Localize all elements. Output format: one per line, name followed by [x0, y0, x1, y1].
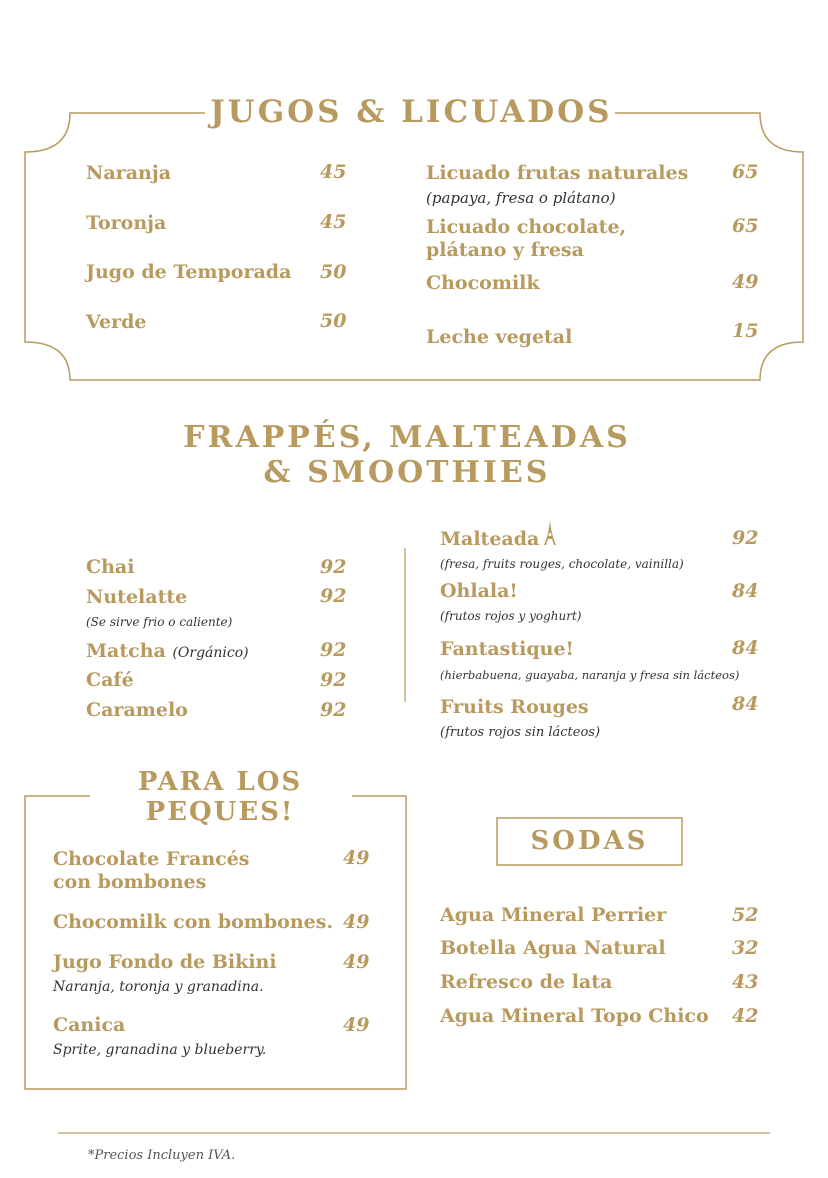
frappes-item-ohlala: Ohlala! — [440, 580, 518, 602]
peques-item-chocolate-l1: Chocolate Francés — [53, 848, 250, 870]
jugos-price-chocomilk: 49 — [732, 271, 759, 293]
jugos-price-temporada: 50 — [320, 261, 347, 283]
jugos-price-verde: 50 — [320, 310, 347, 332]
jugos-item-chocomilk: Chocomilk — [426, 272, 540, 294]
frappes-item-cafe: Café — [86, 669, 134, 691]
frappes-item-fruits-rouges: Fruits Rouges — [440, 696, 589, 718]
jugos-item-temporada: Jugo de Temporada — [86, 261, 292, 283]
frappes-note-fantastique: (hierbabuena, guayaba, naranja y fresa sin lácteos) — [440, 668, 740, 682]
sodas-item-perrier: Agua Mineral Perrier — [440, 904, 667, 926]
sodas-item-agua-natural: Botella Agua Natural — [440, 937, 666, 959]
frappes-title-line2: & SMOOTHIES — [263, 455, 551, 490]
jugos-item-licuado-choc-l2: plátano y fresa — [426, 239, 584, 261]
jugos-frame — [25, 113, 803, 380]
sodas-price-topo-chico: 42 — [732, 1005, 759, 1027]
frappes-note-ohlala: (frutos rojos y yoghurt) — [440, 609, 582, 623]
peques-price-jugo-bikini: 49 — [343, 951, 370, 973]
frappes-price-chai: 92 — [320, 556, 347, 578]
jugos-item-leche-vegetal: Leche vegetal — [426, 326, 573, 348]
frappes-note-nutelatte: (Se sirve frio o caliente) — [86, 615, 233, 629]
frappes-item-matcha-label: Matcha — [86, 640, 166, 662]
jugos-price-naranja: 45 — [320, 161, 347, 183]
jugos-price-leche-vegetal: 15 — [732, 320, 759, 342]
peques-title-line1: PARA LOS — [137, 767, 303, 797]
sodas-title: SODAS — [530, 826, 649, 856]
frappes-item-matcha — [86, 640, 249, 662]
frappes-note-malteada: (fresa, fruits rouges, chocolate, vainilla) — [440, 557, 684, 571]
peques-item-jugo-bikini: Jugo Fondo de Bikini — [53, 951, 277, 973]
jugos-item-licuado-frutas: Licuado frutas naturales — [426, 162, 689, 184]
jugos-item-verde: Verde — [86, 311, 147, 333]
sodas-item-refresco: Refresco de lata — [440, 971, 613, 993]
jugos-item-naranja: Naranja — [86, 162, 171, 184]
frappes-item-fantastique: Fantastique! — [440, 638, 574, 660]
frappes-title-line1: FRAPPÉS, MALTEADAS — [183, 420, 631, 455]
jugos-price-licuado-choc: 65 — [732, 215, 759, 237]
frappes-price-caramelo: 92 — [320, 699, 347, 721]
frappes-item-caramelo: Caramelo — [86, 699, 188, 721]
peques-title-line2: PEQUES! — [145, 797, 295, 827]
sodas-item-topo-chico: Agua Mineral Topo Chico — [440, 1005, 709, 1027]
frappes-item-malteada: Malteada — [440, 528, 540, 550]
peques-price-chocolate: 49 — [343, 847, 370, 869]
frappes-price-fruits-rouges: 84 — [732, 693, 759, 715]
peques-item-canica: Canica — [53, 1014, 126, 1036]
peques-note-jugo-bikini: Naranja, toronja y granadina. — [53, 979, 264, 995]
frappes-price-malteada: 92 — [732, 527, 759, 549]
peques-price-chocomilk: 49 — [343, 911, 370, 933]
footer-note: *Precios Incluyen IVA. — [88, 1148, 236, 1163]
frappes-price-cafe: 92 — [320, 669, 347, 691]
eiffel-tower-icon — [543, 520, 557, 546]
peques-note-canica: Sprite, granadina y blueberry. — [53, 1042, 267, 1058]
sodas-price-perrier: 52 — [732, 904, 759, 926]
jugos-item-licuado-choc-l1: Licuado chocolate, — [426, 216, 627, 238]
peques-item-chocomilk: Chocomilk con bombones. — [53, 911, 334, 933]
frappes-price-nutelatte: 92 — [320, 585, 347, 607]
frappes-note-matcha: (Orgánico) — [172, 645, 249, 661]
frappes-price-matcha: 92 — [320, 639, 347, 661]
frappes-price-fantastique: 84 — [732, 637, 759, 659]
peques-item-chocolate-l2: con bombones — [53, 871, 207, 893]
sodas-price-refresco: 43 — [732, 971, 759, 993]
jugos-item-toronja: Toronja — [86, 212, 167, 234]
sodas-price-agua-natural: 32 — [732, 937, 759, 959]
frappes-price-ohlala: 84 — [732, 580, 759, 602]
frappes-note-fruits-rouges: (frutos rojos sin lácteos) — [440, 725, 601, 740]
jugos-title: JUGOS & LICUADOS — [210, 94, 613, 130]
frappes-item-chai: Chai — [86, 556, 135, 578]
jugos-note-licuado-frutas: (papaya, fresa o plátano) — [426, 189, 616, 207]
jugos-price-toronja: 45 — [320, 211, 347, 233]
frappes-item-nutelatte: Nutelatte — [86, 586, 188, 608]
jugos-price-licuado-frutas: 65 — [732, 161, 759, 183]
peques-price-canica: 49 — [343, 1014, 370, 1036]
